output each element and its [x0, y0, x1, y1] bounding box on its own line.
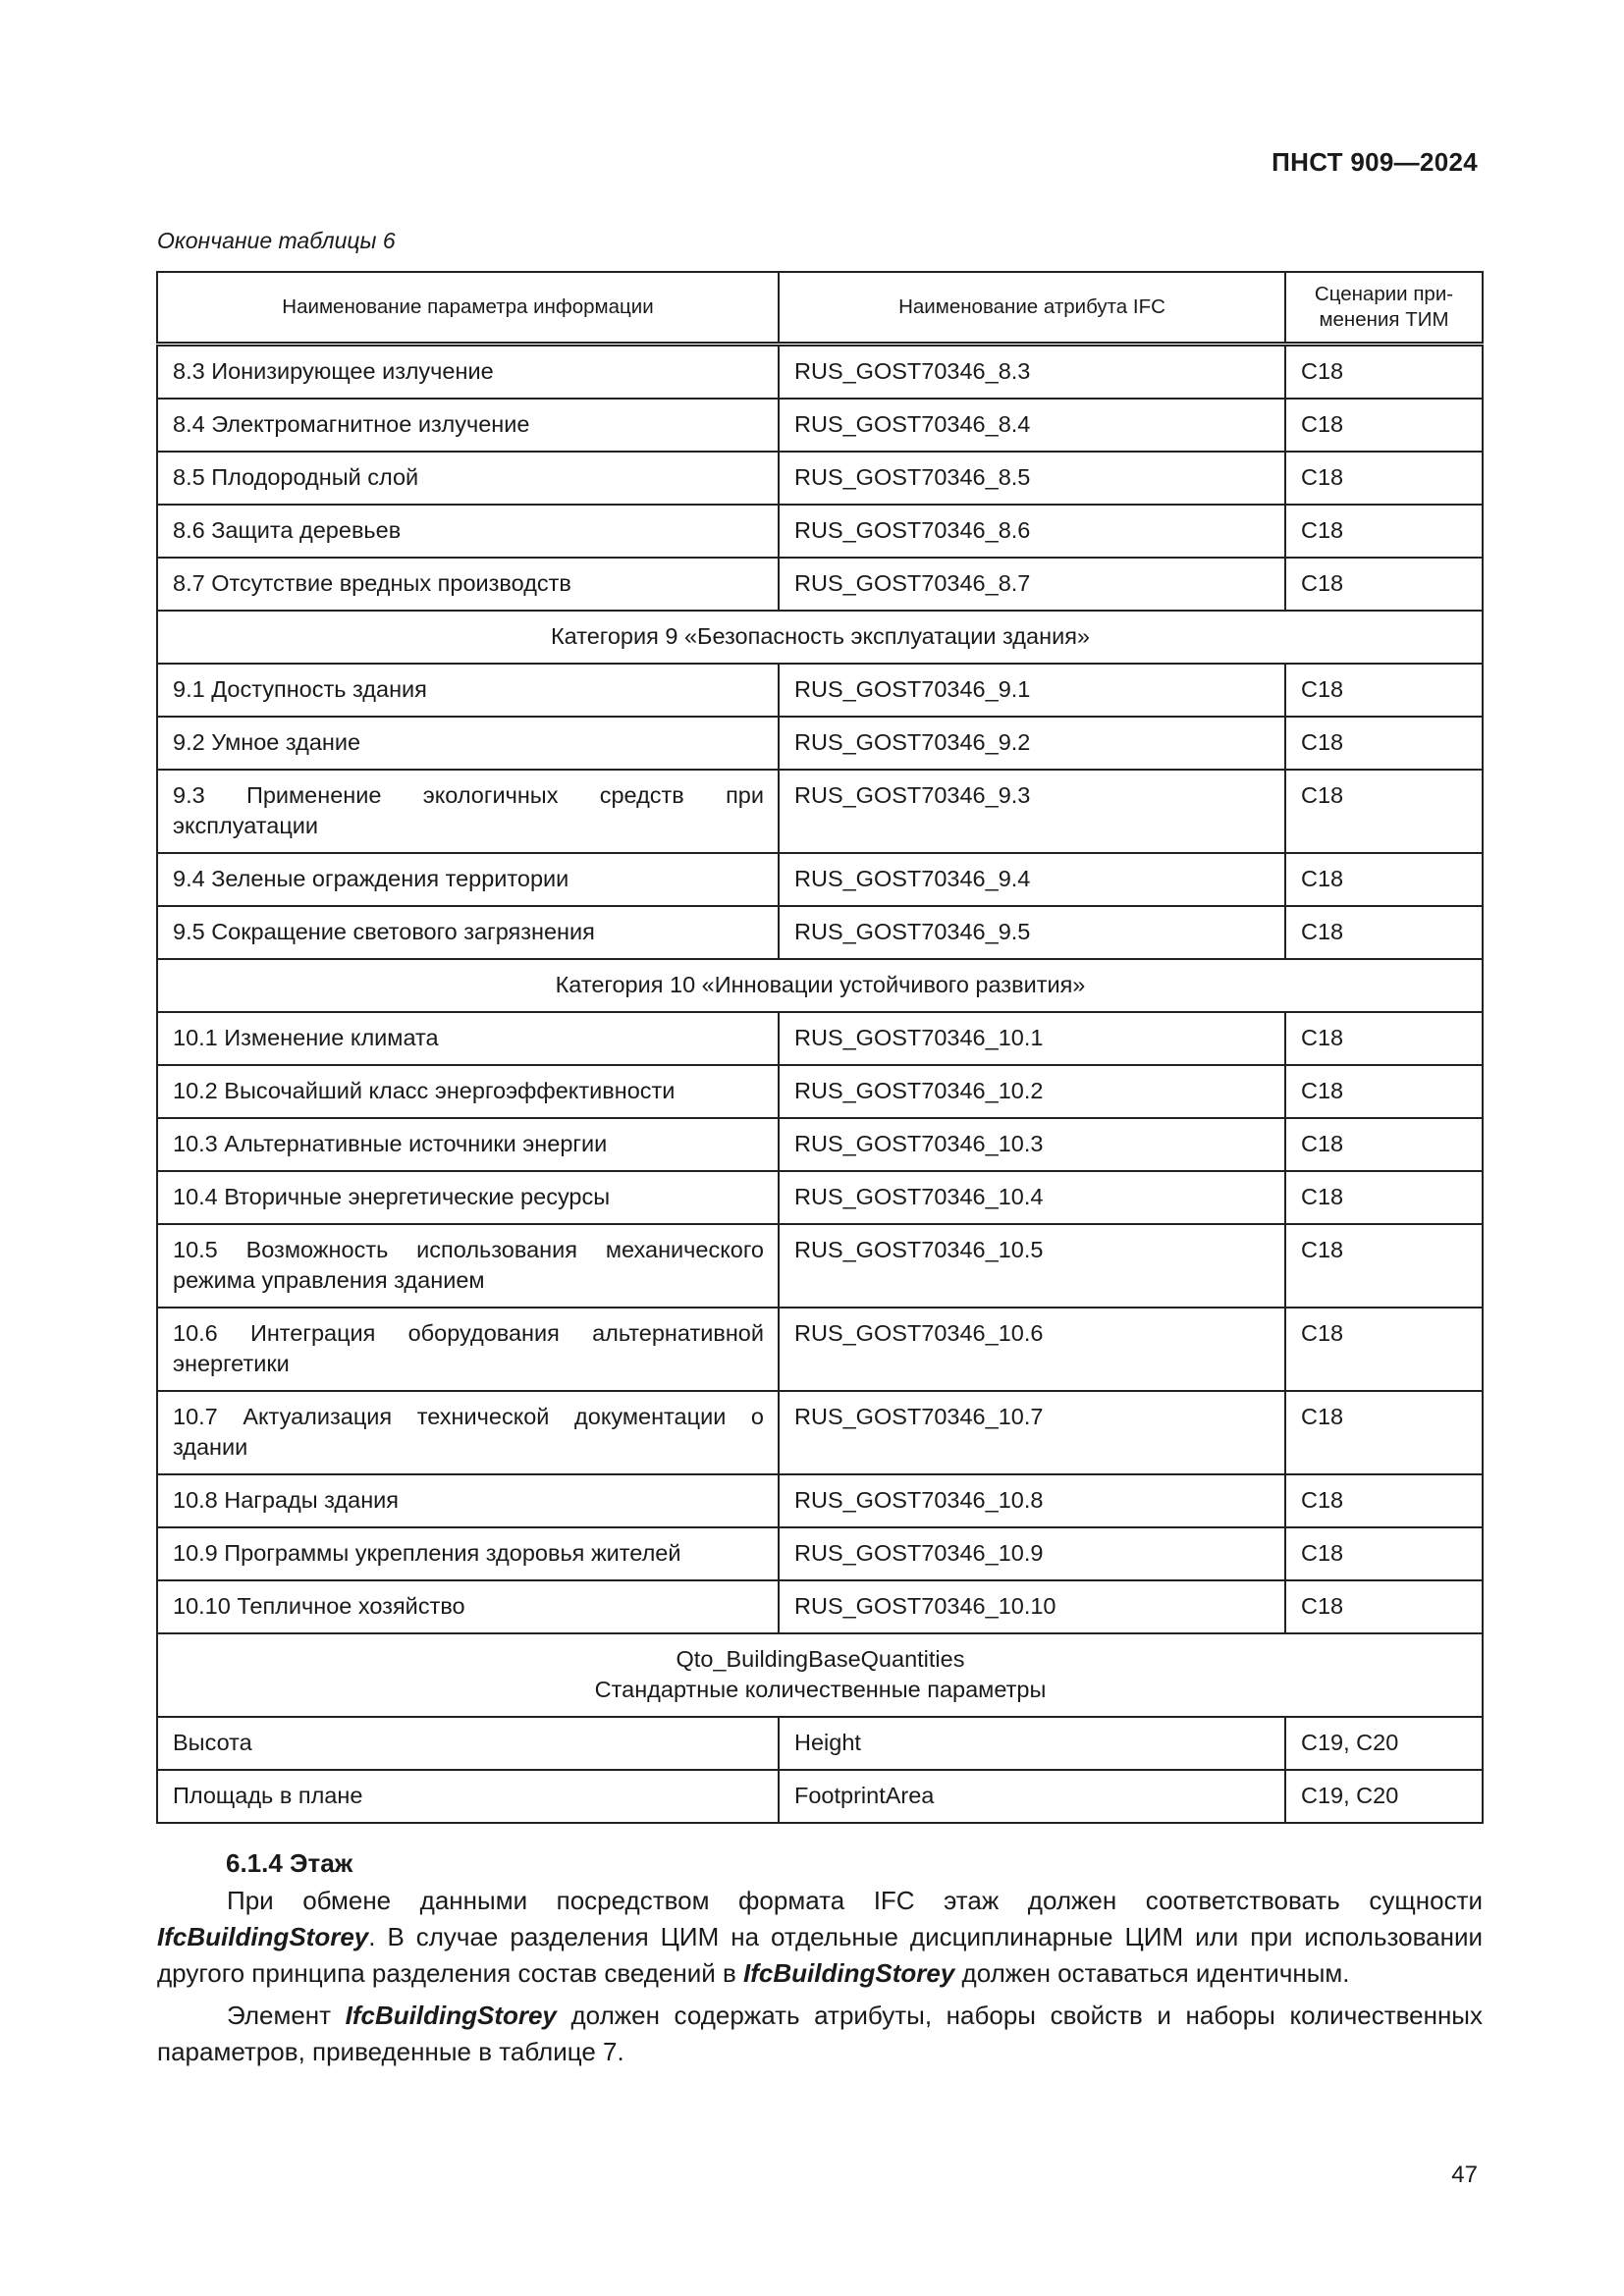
- parameter-name-cell-text: 9.1 Доступность здания: [173, 676, 427, 702]
- ifc-attribute-cell-text: RUS_GOST70346_8.3: [794, 358, 1031, 384]
- scenario-cell: [1285, 1474, 1483, 1527]
- parameter-name-cell-text: 10.2 Высочайший класс энергоэффективности: [173, 1078, 676, 1103]
- category-label: [158, 1634, 1482, 1716]
- entity-name: IfcBuildingStorey: [743, 1958, 955, 1988]
- scenario-cell: [1285, 1527, 1483, 1580]
- parameter-name-cell-text: 10.4 Вторичные энергетические ресурсы: [173, 1184, 611, 1209]
- scenario-cell: [1285, 906, 1483, 959]
- category-cell: [157, 959, 1483, 1012]
- scenario-cell-text: C18: [1301, 919, 1344, 944]
- ifc-attribute-cell-text: Height: [794, 1730, 861, 1755]
- table-row: [157, 1308, 1483, 1391]
- parameter-name-cell: [157, 1474, 779, 1527]
- entity-name: IfcBuildingStorey: [345, 2001, 557, 2030]
- entity-name: IfcBuildingStorey: [157, 1922, 369, 1951]
- parameter-name-cell-text: 10.7 Актуализация технической документации о здании: [173, 1404, 764, 1460]
- paragraph-text: должен оставаться идентичным.: [954, 1958, 1350, 1988]
- parameter-name-cell-text: 10.9 Программы укрепления здоровья жителей: [173, 1540, 681, 1566]
- table-row: [157, 1224, 1483, 1308]
- parameter-name-cell: [157, 1580, 779, 1633]
- ifc-attribute-cell: [779, 1770, 1285, 1823]
- scenario-cell-text: C18: [1301, 358, 1344, 384]
- document-code: ПНСТ 909—2024: [1272, 147, 1478, 177]
- ifc-attribute-cell: [779, 1580, 1285, 1633]
- scenario-cell-text: C18: [1301, 1078, 1344, 1103]
- ifc-attribute-cell: [779, 906, 1285, 959]
- ifc-attribute-cell-text: RUS_GOST70346_10.9: [794, 1540, 1044, 1566]
- parameter-name-cell: [157, 1118, 779, 1171]
- ifc-attribute-cell: [779, 1065, 1285, 1118]
- category-cell: [157, 1633, 1483, 1717]
- ifc-attribute-cell: [779, 1224, 1285, 1308]
- scenario-cell: [1285, 1770, 1483, 1823]
- ifc-attribute-cell-text: RUS_GOST70346_8.4: [794, 411, 1031, 437]
- ifc-attribute-cell: [779, 770, 1285, 853]
- scenario-cell-text: C18: [1301, 411, 1344, 437]
- table-row: [157, 558, 1483, 611]
- parameter-name-cell: [157, 505, 779, 558]
- parameter-name-cell: [157, 717, 779, 770]
- category-row: [157, 1633, 1483, 1717]
- ifc-attribute-cell-text: RUS_GOST70346_10.1: [794, 1025, 1044, 1050]
- paragraph-text: Элемент: [227, 2001, 346, 2030]
- category-label: Категория 9 «Безопасность эксплуатации здания»: [550, 623, 1090, 649]
- table-row: [157, 1474, 1483, 1527]
- scenario-cell-text: C18: [1301, 1237, 1344, 1262]
- ifc-attribute-cell: [779, 452, 1285, 505]
- parameter-name-cell: [157, 664, 779, 717]
- parameter-name-cell-text: 9.2 Умное здание: [173, 729, 361, 755]
- scenario-cell-text: C18: [1301, 1320, 1344, 1346]
- ifc-attribute-cell-text: RUS_GOST70346_10.2: [794, 1078, 1044, 1103]
- scenario-cell-text: C18: [1301, 517, 1344, 543]
- ifc-attribute-cell-text: RUS_GOST70346_8.5: [794, 464, 1031, 490]
- ifc-attribute-cell-text: RUS_GOST70346_9.4: [794, 866, 1031, 891]
- scenario-cell: [1285, 1171, 1483, 1224]
- ifc-attribute-cell-text: RUS_GOST70346_9.5: [794, 919, 1031, 944]
- ifc-attribute-cell: [779, 1527, 1285, 1580]
- table-row: [157, 1527, 1483, 1580]
- table-row: [157, 1717, 1483, 1770]
- table-row: [157, 345, 1483, 400]
- ifc-attribute-cell: [779, 717, 1285, 770]
- parameter-name-cell-text: 9.3 Применение экологичных средств при эксплуатации: [173, 782, 764, 838]
- scenario-cell: [1285, 1391, 1483, 1474]
- quantity-set-name: Qto_BuildingBaseQuantities: [676, 1646, 965, 1672]
- scenario-cell-text: C18: [1301, 1540, 1344, 1566]
- scenario-cell-text: C18: [1301, 570, 1344, 596]
- scenario-cell: [1285, 853, 1483, 906]
- scenario-cell-text: C19, C20: [1301, 1783, 1399, 1808]
- category-row: [157, 611, 1483, 664]
- paragraph-text: должен содержать атрибуты, наборы свойств и наборы количественных параметров, приведенные в таблице 7.: [157, 2001, 1483, 2066]
- table-row: [157, 1065, 1483, 1118]
- parameter-name-cell: [157, 1065, 779, 1118]
- scenario-cell: [1285, 1012, 1483, 1065]
- scenario-cell-text: C18: [1301, 1131, 1344, 1156]
- table-row: [157, 770, 1483, 853]
- table-row: [157, 399, 1483, 452]
- ifc-attribute-cell: [779, 1118, 1285, 1171]
- scenario-cell-text: C18: [1301, 1487, 1344, 1513]
- ifc-attribute-cell-text: RUS_GOST70346_10.7: [794, 1404, 1044, 1429]
- parameter-name-cell: [157, 452, 779, 505]
- scenario-cell: [1285, 1308, 1483, 1391]
- table-row: [157, 1012, 1483, 1065]
- ifc-attribute-cell: [779, 1012, 1285, 1065]
- scenario-cell: [1285, 345, 1483, 400]
- table-row: [157, 1391, 1483, 1474]
- table-header-row: [157, 272, 1483, 345]
- parameter-name-cell: [157, 1527, 779, 1580]
- scenario-cell-text: C18: [1301, 1025, 1344, 1050]
- ifc-attribute-cell-text: RUS_GOST70346_10.10: [794, 1593, 1056, 1619]
- parameter-name-cell-text: 10.1 Изменение климата: [173, 1025, 439, 1050]
- parameter-name-cell: [157, 1012, 779, 1065]
- scenario-cell-text: C18: [1301, 782, 1344, 808]
- ifc-attribute-cell-text: RUS_GOST70346_10.8: [794, 1487, 1044, 1513]
- parameter-name-cell-text: Площадь в плане: [173, 1783, 363, 1808]
- ifc-attribute-cell-text: RUS_GOST70346_9.1: [794, 676, 1031, 702]
- category-label: Категория 10 «Инновации устойчивого развития»: [555, 972, 1086, 997]
- parameter-name-cell-text: 10.5 Возможность использования механического режима управления зданием: [173, 1237, 764, 1293]
- parameter-name-cell: [157, 1171, 779, 1224]
- column-header-text: Сценарии при-менения ТИМ: [1314, 283, 1454, 331]
- quantity-set-description: Стандартные количественные параметры: [594, 1677, 1047, 1702]
- ifc-attribute-cell: [779, 1391, 1285, 1474]
- ifc-attribute-cell: [779, 1308, 1285, 1391]
- parameter-name-cell-text: 8.3 Ионизирующее излучение: [173, 358, 494, 384]
- parameter-name-cell-text: 8.6 Защита деревьев: [173, 517, 402, 543]
- parameter-name-cell: [157, 345, 779, 400]
- table-row: [157, 853, 1483, 906]
- table-caption: Окончание таблицы 6: [157, 228, 396, 253]
- table-row: [157, 1118, 1483, 1171]
- ifc-attribute-cell-text: FootprintArea: [794, 1783, 935, 1808]
- table-row: [157, 505, 1483, 558]
- parameter-name-cell-text: Высота: [173, 1730, 252, 1755]
- parameter-name-cell-text: 8.5 Плодородный слой: [173, 464, 419, 490]
- paragraph-text: . В случае разделения ЦИМ на отдельные дисциплинарные ЦИМ или при использовании другого принципа разделения состав сведений в: [157, 1922, 1483, 1988]
- scenario-cell: [1285, 664, 1483, 717]
- section-heading: 6.1.4 Этаж: [226, 1848, 353, 1878]
- scenario-cell-text: C18: [1301, 1184, 1344, 1209]
- ifc-attribute-cell: [779, 853, 1285, 906]
- ifc-attribute-cell: [779, 1717, 1285, 1770]
- ifc-attribute-cell: [779, 399, 1285, 452]
- scenario-cell-text: C18: [1301, 1593, 1344, 1619]
- ifc-attribute-cell: [779, 1171, 1285, 1224]
- scenario-cell-text: C18: [1301, 464, 1344, 490]
- scenario-cell-text: C18: [1301, 729, 1344, 755]
- table-row: [157, 906, 1483, 959]
- ifc-attribute-cell-text: RUS_GOST70346_9.2: [794, 729, 1031, 755]
- page-number: 47: [1451, 2162, 1478, 2188]
- parameter-name-cell-text: 8.4 Электромагнитное излучение: [173, 411, 530, 437]
- scenario-cell: [1285, 1224, 1483, 1308]
- table-row: [157, 717, 1483, 770]
- parameter-name-cell-text: 10.3 Альтернативные источники энергии: [173, 1131, 608, 1156]
- column-header: Наименование параметра информации: [157, 272, 779, 345]
- scenario-cell-text: C19, C20: [1301, 1730, 1399, 1755]
- scenario-cell: [1285, 1118, 1483, 1171]
- scenario-cell: [1285, 1580, 1483, 1633]
- parameter-name-cell-text: 9.5 Сокращение светового загрязнения: [173, 919, 595, 944]
- table-row: [157, 1580, 1483, 1633]
- ifc-attribute-cell-text: RUS_GOST70346_10.3: [794, 1131, 1044, 1156]
- parameter-name-cell-text: 10.6 Интеграция оборудования альтернативной энергетики: [173, 1320, 764, 1376]
- parameter-name-cell-text: 10.8 Награды здания: [173, 1487, 400, 1513]
- table-row: [157, 452, 1483, 505]
- category-row: [157, 959, 1483, 1012]
- parameter-name-cell: [157, 853, 779, 906]
- parameter-name-cell: [157, 1717, 779, 1770]
- parameter-name-cell: [157, 1224, 779, 1308]
- column-header: Наименование атрибута IFC: [779, 272, 1285, 345]
- ifc-attribute-cell: [779, 1474, 1285, 1527]
- parameter-name-cell: [157, 770, 779, 853]
- ifc-attribute-cell-text: RUS_GOST70346_10.4: [794, 1184, 1044, 1209]
- paragraph: [157, 1998, 1483, 2070]
- parameter-name-cell-text: 8.7 Отсутствие вредных производств: [173, 570, 571, 596]
- ifc-attribute-cell: [779, 505, 1285, 558]
- scenario-cell: [1285, 717, 1483, 770]
- scenario-cell: [1285, 505, 1483, 558]
- scenario-cell: [1285, 770, 1483, 853]
- scenario-cell-text: C18: [1301, 866, 1344, 891]
- ifc-attribute-cell-text: RUS_GOST70346_8.7: [794, 570, 1031, 596]
- table-body: [157, 345, 1483, 1824]
- ifc-attribute-cell-text: RUS_GOST70346_9.3: [794, 782, 1031, 808]
- parameter-name-cell: [157, 906, 779, 959]
- parameter-name-cell: [157, 399, 779, 452]
- scenario-cell: [1285, 399, 1483, 452]
- paragraph-text: При обмене данными посредством формата IFC этаж должен соответствовать сущности: [227, 1886, 1483, 1915]
- ifc-attribute-cell-text: RUS_GOST70346_10.5: [794, 1237, 1044, 1262]
- parameter-name-cell: [157, 1770, 779, 1823]
- parameter-name-cell-text: 10.10 Тепличное хозяйство: [173, 1593, 465, 1619]
- ifc-attribute-cell-text: RUS_GOST70346_10.6: [794, 1320, 1044, 1346]
- table-row: [157, 1171, 1483, 1224]
- ifc-attribute-cell: [779, 345, 1285, 400]
- scenario-cell-text: C18: [1301, 1404, 1344, 1429]
- ifc-attribute-cell: [779, 664, 1285, 717]
- scenario-cell-text: C18: [1301, 676, 1344, 702]
- attributes-table: [156, 271, 1484, 1824]
- table-row: [157, 1770, 1483, 1823]
- table-row: [157, 664, 1483, 717]
- parameter-name-cell: [157, 1391, 779, 1474]
- scenario-cell: [1285, 452, 1483, 505]
- parameter-name-cell: [157, 1308, 779, 1391]
- scenario-cell: [1285, 1065, 1483, 1118]
- ifc-attribute-cell: [779, 558, 1285, 611]
- paragraph: [157, 1883, 1483, 1992]
- column-header: [1285, 272, 1483, 345]
- scenario-cell: [1285, 1717, 1483, 1770]
- parameter-name-cell-text: 9.4 Зеленые ограждения территории: [173, 866, 569, 891]
- scenario-cell: [1285, 558, 1483, 611]
- parameter-name-cell: [157, 558, 779, 611]
- category-cell: [157, 611, 1483, 664]
- ifc-attribute-cell-text: RUS_GOST70346_8.6: [794, 517, 1031, 543]
